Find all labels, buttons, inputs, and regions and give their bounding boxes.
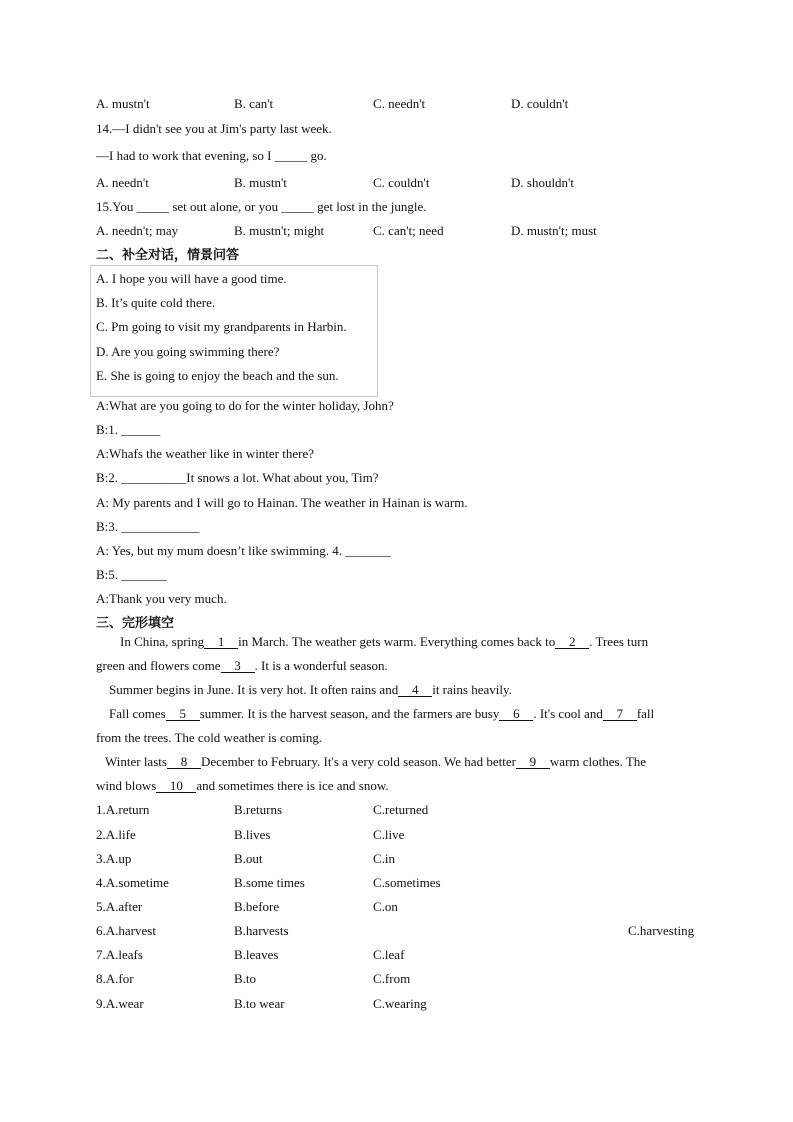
answer-option[interactable]: C.from (373, 971, 411, 986)
choice-b: B. It’s quite cold there. (96, 295, 216, 310)
blank-10[interactable]: 10 (156, 779, 196, 793)
answer-option[interactable]: B.some times (234, 875, 305, 890)
q13-option-d[interactable]: D. couldn't (511, 96, 569, 111)
passage-text: it rains heavily. (432, 682, 512, 697)
answer-option[interactable]: B.to (234, 971, 257, 986)
answer-option[interactable]: C.returned (373, 802, 429, 817)
answer-option[interactable]: 1.A.return (96, 802, 150, 817)
passage-text: Fall comes (109, 706, 166, 721)
passage-line-1 (120, 634, 648, 650)
answer-option[interactable]: 2.A.life (96, 827, 136, 842)
q14-line2: —I had to work that evening, so I _____ go. (96, 148, 327, 163)
passage-line-2 (96, 658, 388, 674)
blank-3[interactable]: 3 (221, 659, 255, 673)
blank-5[interactable]: 5 (166, 707, 200, 721)
passage-line-5: from the trees. The cold weather is coming. (96, 730, 323, 745)
dialogue-line[interactable]: B:3. ____________ (96, 519, 200, 534)
choice-d: D. Are you going swimming there? (96, 344, 280, 359)
blank-9[interactable]: 9 (516, 755, 550, 769)
answer-option[interactable]: C.on (373, 899, 398, 914)
passage-line-4 (109, 706, 654, 722)
answer-option[interactable]: B.before (234, 899, 280, 914)
passage-line-7 (96, 778, 389, 794)
answer-option[interactable]: B.harvests (234, 923, 289, 938)
choice-e: E. She is going to enjoy the beach and the sun. (96, 368, 339, 383)
passage-text: and sometimes there is ice and snow. (196, 778, 389, 793)
passage-text: wind blows (96, 778, 157, 793)
dialogue-line: A:What are you going to do for the winter holiday, John? (96, 398, 394, 413)
answer-option[interactable]: B.leaves (234, 947, 279, 962)
answer-option[interactable]: 9.A.wear (96, 996, 144, 1011)
answer-option[interactable]: 8.A.for (96, 971, 134, 986)
dialogue-line: A:Whafs the weather like in winter there? (96, 446, 315, 461)
answer-option[interactable]: C.live (373, 827, 405, 842)
answer-option[interactable]: 4.A.sometime (96, 875, 169, 890)
dialogue-line: A: My parents and I will go to Hainan. The weather in Hainan is warm. (96, 495, 468, 510)
section3-heading: 三、完形填空 (96, 616, 175, 631)
q15-line1: 15.You _____ set out alone, or you _____ get lost in the jungle. (96, 199, 427, 214)
blank-6[interactable]: 6 (499, 707, 533, 721)
q13-option-c[interactable]: C. needn't (373, 96, 426, 111)
q14-option-c[interactable]: C. couldn't (373, 175, 430, 190)
passage-text: In China, spring (120, 634, 205, 649)
passage-text: Summer begins in June. It is very hot. It often rains and (109, 682, 399, 697)
q13-option-a[interactable]: A. mustn't (96, 96, 150, 111)
answer-option[interactable]: 6.A.harvest (96, 923, 156, 938)
passage-text: . It's cool and (533, 706, 603, 721)
q15-option-a[interactable]: A. needn't; may (96, 223, 179, 238)
answer-option[interactable]: B.returns (234, 802, 283, 817)
dialogue-line[interactable]: B:5. _______ (96, 567, 167, 582)
dialogue-line[interactable]: B:2. __________It snows a lot. What about you, Tim? (96, 470, 379, 485)
dialogue-line[interactable]: B:1. ______ (96, 422, 161, 437)
choice-a: A. I hope you will have a good time. (96, 271, 287, 286)
passage-text: fall (636, 706, 655, 721)
passage-text: summer. It is the harvest season, and the farmers are busy (199, 706, 500, 721)
choice-c: C. Pm going to visit my grandparents in Harbin. (96, 319, 347, 334)
section2-heading: 二、补全对话，情景问答 (96, 248, 240, 263)
q14-option-d[interactable]: D. shouldn't (511, 175, 575, 190)
blank-4[interactable]: 4 (398, 683, 432, 697)
q14-line1: 14.—I didn't see you at Jim's party last week. (96, 121, 332, 136)
q14-option-b[interactable]: B. mustn't (234, 175, 287, 190)
q15-option-b[interactable]: B. mustn't; might (234, 223, 325, 238)
blank-8[interactable]: 8 (167, 755, 201, 769)
dialogue-line: A:Thank you very much. (96, 591, 227, 606)
answer-option[interactable]: 7.A.leafs (96, 947, 143, 962)
q15-option-d[interactable]: D. mustn't; must (511, 223, 597, 238)
passage-text: . It is a wonderful season. (254, 658, 388, 673)
passage-text: December to February. It's a very cold season. We had better (200, 754, 516, 769)
answer-option[interactable]: C.in (373, 851, 396, 866)
answer-option[interactable]: B.out (234, 851, 263, 866)
blank-2[interactable]: 2 (555, 635, 589, 649)
answer-option[interactable]: 5.A.after (96, 899, 143, 914)
passage-line-6 (105, 754, 646, 770)
dialogue-line[interactable]: A: Yes, but my mum doesn’t like swimming. 4. _______ (96, 543, 391, 558)
q15-option-c[interactable]: C. can't; need (373, 223, 444, 238)
passage-line-3 (109, 682, 512, 698)
answer-option[interactable]: C.wearing (373, 996, 427, 1011)
q14-option-a[interactable]: A. needn't (96, 175, 149, 190)
passage-text: in March. The weather gets warm. Everything comes back to (238, 634, 556, 649)
answer-option[interactable]: B.to wear (234, 996, 285, 1011)
passage-text: green and flowers come (96, 658, 221, 673)
blank-1[interactable]: 1 (204, 635, 238, 649)
passage-text: warm clothes. The (549, 754, 647, 769)
passage-text: Winter lasts (105, 754, 167, 769)
answer-option[interactable]: C.leaf (373, 947, 405, 962)
answer-option[interactable]: C.sometimes (373, 875, 441, 890)
q13-option-b[interactable]: B. can't (234, 96, 274, 111)
answer-option[interactable]: 3.A.up (96, 851, 132, 866)
answer-option[interactable]: B.lives (234, 827, 271, 842)
passage-text: . Trees turn (589, 634, 649, 649)
blank-7[interactable]: 7 (603, 707, 637, 721)
answer-option[interactable]: C.harvesting (628, 923, 695, 938)
